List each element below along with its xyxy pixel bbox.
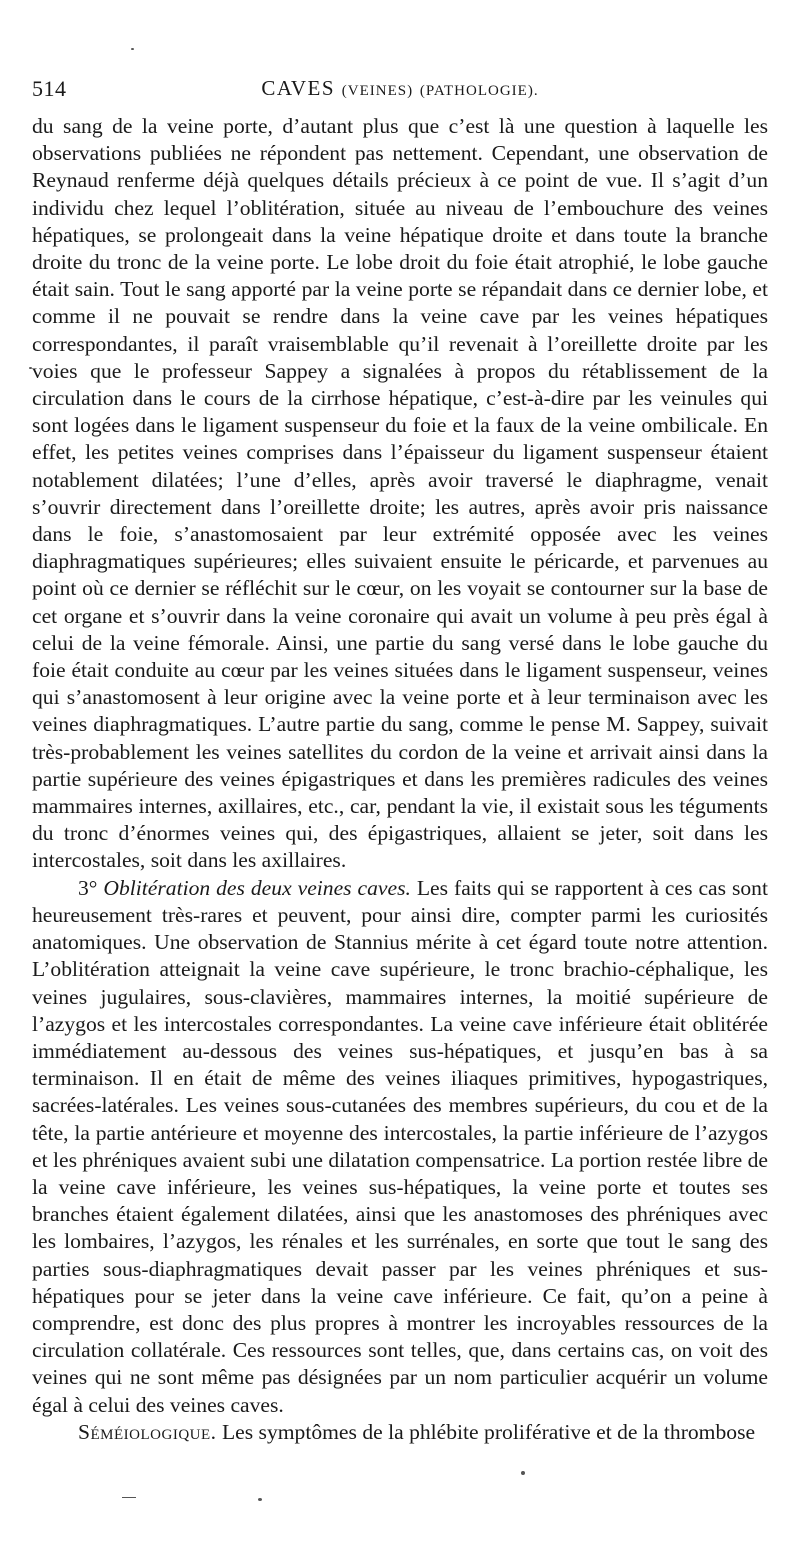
paragraph-text: du sang de la veine porte, d’autant plus que c’est là une question à laquelle les observations publiées ne répondent pas nettement. Cependant, une observation de Reynaud renferme déjà quelques détails précieux à ce point de vue. Il s’agit d’un individu chez lequel l’oblitération, située au niveau de l’embouchure des veines hépatiques, se prolongeait dans la veine hépatique droite et dans toute la branche droite du tronc de la veine porte. Le lobe droit du foie était atrophié, le lobe gauche était sain. Tout le sang apporté par la veine porte se répandait dans ce dernier lobe, et comme il ne pouvait se rendre dans la veine cave par les veines hépatiques correspondantes, il paraît vraisemblable qu’il revenait à l’oreillette droite par les voies que le professeur Sappey a signalées à propos du rétablissement de la circulation dans le cours de la cirrhose hépatique, c’est-à-dire par les veinules qui sont logées dans le ligament suspenseur du foie et la faux de la veine ombilicale. En effet, les petites veines comprises dans l’épaisseur du ligament suspenseur étaient notablement dilatées; l’une d’elles, après avoir traversé le diaphragme, venait s’ouvrir directement dans l’oreillette droite; les autres, après avoir pris naissance dans le foie, s’anastomosaient par leur extrémité opposée avec les veines diaphragmatiques supérieures; elles suivaient ensuite le péricarde, et parvenues au point où ce dernier se réfléchit sur le cœur, on les voyait se contourner sur la base de cet organe et s’ouvrir dans la veine coronaire qui avait un volume à peu près égal à celui de la veine fémorale. Ainsi, une partie du sang versé dans le lobe gauche du foie était conduite au cœur par les veines situées dans le ligament suspenseur, veines qui s’anastomosent à leur origine avec la veine porte et à leur terminaison avec les veines diaphragmatiques. L’autre partie du sang, comme le pense M. Sappey, suivait très-probablement les veines satellites du cordon de la veine et arrivait ainsi dans la partie supérieure des veines épigastriques et dans les premières radicules des veines mammaires internes, axillaires, etc., car, pendant la vie, il existait sous les téguments du tronc d’énormes veines qui, des épigastriques, allaient se jeter, soit dans les intercostales, soit dans les axillaires. (32, 114, 768, 873)
scan-speck (131, 48, 134, 50)
section-heading: Séméiologique. (78, 1419, 217, 1444)
paragraph-text: Les faits qui se rapportent à ces cas sont heureusement très-rares et peuvent, pour ainsi dire, compter parmi les curiosités anatomiques. Une observation de Stannius mérite à cet égard toute notre attention. L’oblitération atteignait la veine cave supérieure, le tronc brachio-céphalique, les veines jugulaires, sous-clavières, mammaires internes, la moitié supérieure de l’azygos et les intercostales correspondantes. La veine cave inférieure était oblitérée immédiatement au-dessous des veines sus-hépatiques, et jusqu’en bas à sa terminaison. Il en était de même des veines iliaques primitives, hypogastriques, sacrées-latérales. Les veines sous-cutanées des membres supérieurs, du cou et de la tête, la partie antérieure et moyenne des intercostales, la partie inférieure de l’azygos et les phréniques avaient subi une dilatation compensatrice. La portion restée libre de la veine cave inférieure, les veines sus-hépatiques, la veine porte et toutes ses branches étaient également dilatées, ainsi que les anastomoses des phréniques avec les lombaires, l’azygos, les rénales et les surrénales, en sorte que tout le sang des parties sous-diaphragmatiques devait passer par les veines phréniques et sus-hépatiques pour se jeter dans la veine cave inférieure. Ce fait, qu’on a peine à comprendre, est donc des plus propres à montrer les incroyables ressources de la circulation collatérale. Ces ressources sont telles, que, dans certains cas, on voit des veines qui ne sont même pas désignées par un nom particulier acquérir un volume égal à celui des veines caves. (32, 875, 768, 1417)
running-title (32, 76, 768, 101)
running-title-veines: (VEINES) (341, 83, 414, 99)
scan-speck (258, 1498, 262, 1501)
paragraph-semeiologique (32, 1419, 768, 1446)
paragraph-text: Les symptômes de la phlébite proliférative et de la thrombose (221, 1419, 756, 1444)
section-number: 3° (78, 875, 98, 900)
running-header (32, 72, 768, 106)
running-title-main: CAVES (261, 76, 336, 100)
scan-speck (521, 1471, 525, 1475)
page-number: 514 (32, 76, 67, 101)
body-text (32, 113, 768, 1446)
section-heading: Oblitération des deux veines caves. (103, 875, 411, 900)
scan-speck (29, 367, 32, 369)
paragraph-obliteration (32, 875, 768, 1419)
scan-speck (122, 1497, 136, 1498)
paragraph-continuation (32, 113, 768, 875)
running-title-pathologie: (PATHOLOGIE). (419, 83, 539, 99)
